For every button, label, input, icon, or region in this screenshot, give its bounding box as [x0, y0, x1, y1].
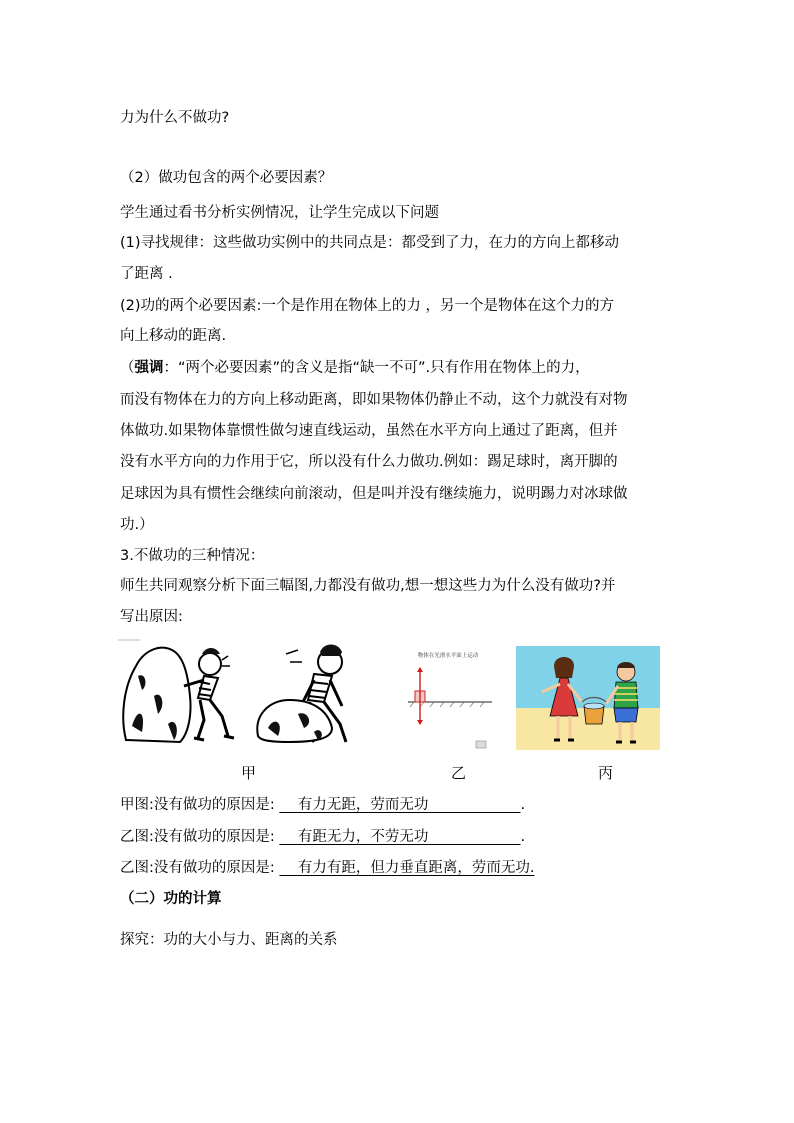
answer-label: 乙图:没有做功的原因是:: [120, 860, 275, 876]
text-line: 力为什么不做功?: [120, 110, 230, 126]
text-line: 没有水平方向的力作用于它，所以没有什么力做功.例如：踢足球时，离开脚的: [120, 454, 618, 470]
answer-label: 乙图:没有做功的原因是:: [120, 829, 275, 845]
answer-label: 甲图:没有做功的原因是:: [120, 797, 275, 813]
text-line: 了距离 .: [120, 266, 173, 282]
text-line: 3.不做功的三种情况：: [120, 548, 265, 564]
figure-bing-illustration: [516, 646, 660, 750]
text-line: 学生通过看书分析实例情况，让学生完成以下问题: [120, 205, 439, 221]
text-line: (2)功的两个必要因素:一个是作用在物体上的力 ，另一个是物体在这个力的方: [120, 298, 615, 314]
figure-yi-diagram: [400, 645, 496, 751]
emphasis-line: [120, 358, 590, 378]
answer-text: 有力有距，但力垂直距离，劳而无功.: [297, 860, 535, 876]
figure-jia-illustration: [118, 636, 366, 748]
text-line: 师生共同观察分析下面三幅图,力都没有做功,想一想这些力为什么没有做功?并: [120, 578, 616, 594]
answer-row-3: [120, 858, 534, 878]
text-line: (1)寻找规律：这些做功实例中的共同点是：都受到了力，在力的方向上都移动: [120, 235, 620, 251]
answer-row-2: [120, 827, 525, 847]
text-line: 足球因为具有惯性会继续向前滚动，但是叫并没有继续施力，说明踢力对冰球做: [120, 486, 628, 502]
answer-end: .: [520, 797, 526, 813]
explore-line: 探究：功的大小与力、距离的关系: [120, 932, 338, 948]
answer-end: .: [520, 829, 526, 845]
caption-bing: 丙: [598, 764, 614, 782]
emphasis-label: 强调: [134, 360, 164, 376]
answer-blank: [279, 829, 520, 845]
subheading: （2）做功包含的两个必要因素？: [120, 170, 333, 186]
text-line: 功.）: [120, 517, 154, 533]
answer-blank: [279, 797, 520, 813]
text-line: 向上移动的距离.: [120, 328, 227, 344]
answer-text: 有力无距，劳而无功: [297, 797, 429, 813]
text-line: 体做功.如果物体靠惯性做匀速直线运动，虽然在水平方向上通过了距离，但并: [120, 423, 618, 439]
answer-text: 有距无力，不劳无功: [297, 829, 429, 845]
emphasis-text: ：“两个必要因素”的含义是指“缺一不可”.只有作用在物体上的力，: [163, 360, 590, 376]
text-line: 而没有物体在力的方向上移动距离，即如果物体仍静止不动，这个力就没有对物: [120, 392, 628, 408]
caption-yi: 乙: [451, 764, 467, 782]
answer-blank: [279, 860, 534, 876]
section-heading: （二）功的计算: [120, 891, 222, 907]
answer-row-1: [120, 795, 525, 815]
figure-yi-title: 物体在光滑水平面上运动: [417, 653, 479, 659]
caption-jia: 甲: [241, 764, 257, 782]
paren: （: [120, 360, 135, 376]
text-line: 写出原因:: [120, 609, 183, 625]
